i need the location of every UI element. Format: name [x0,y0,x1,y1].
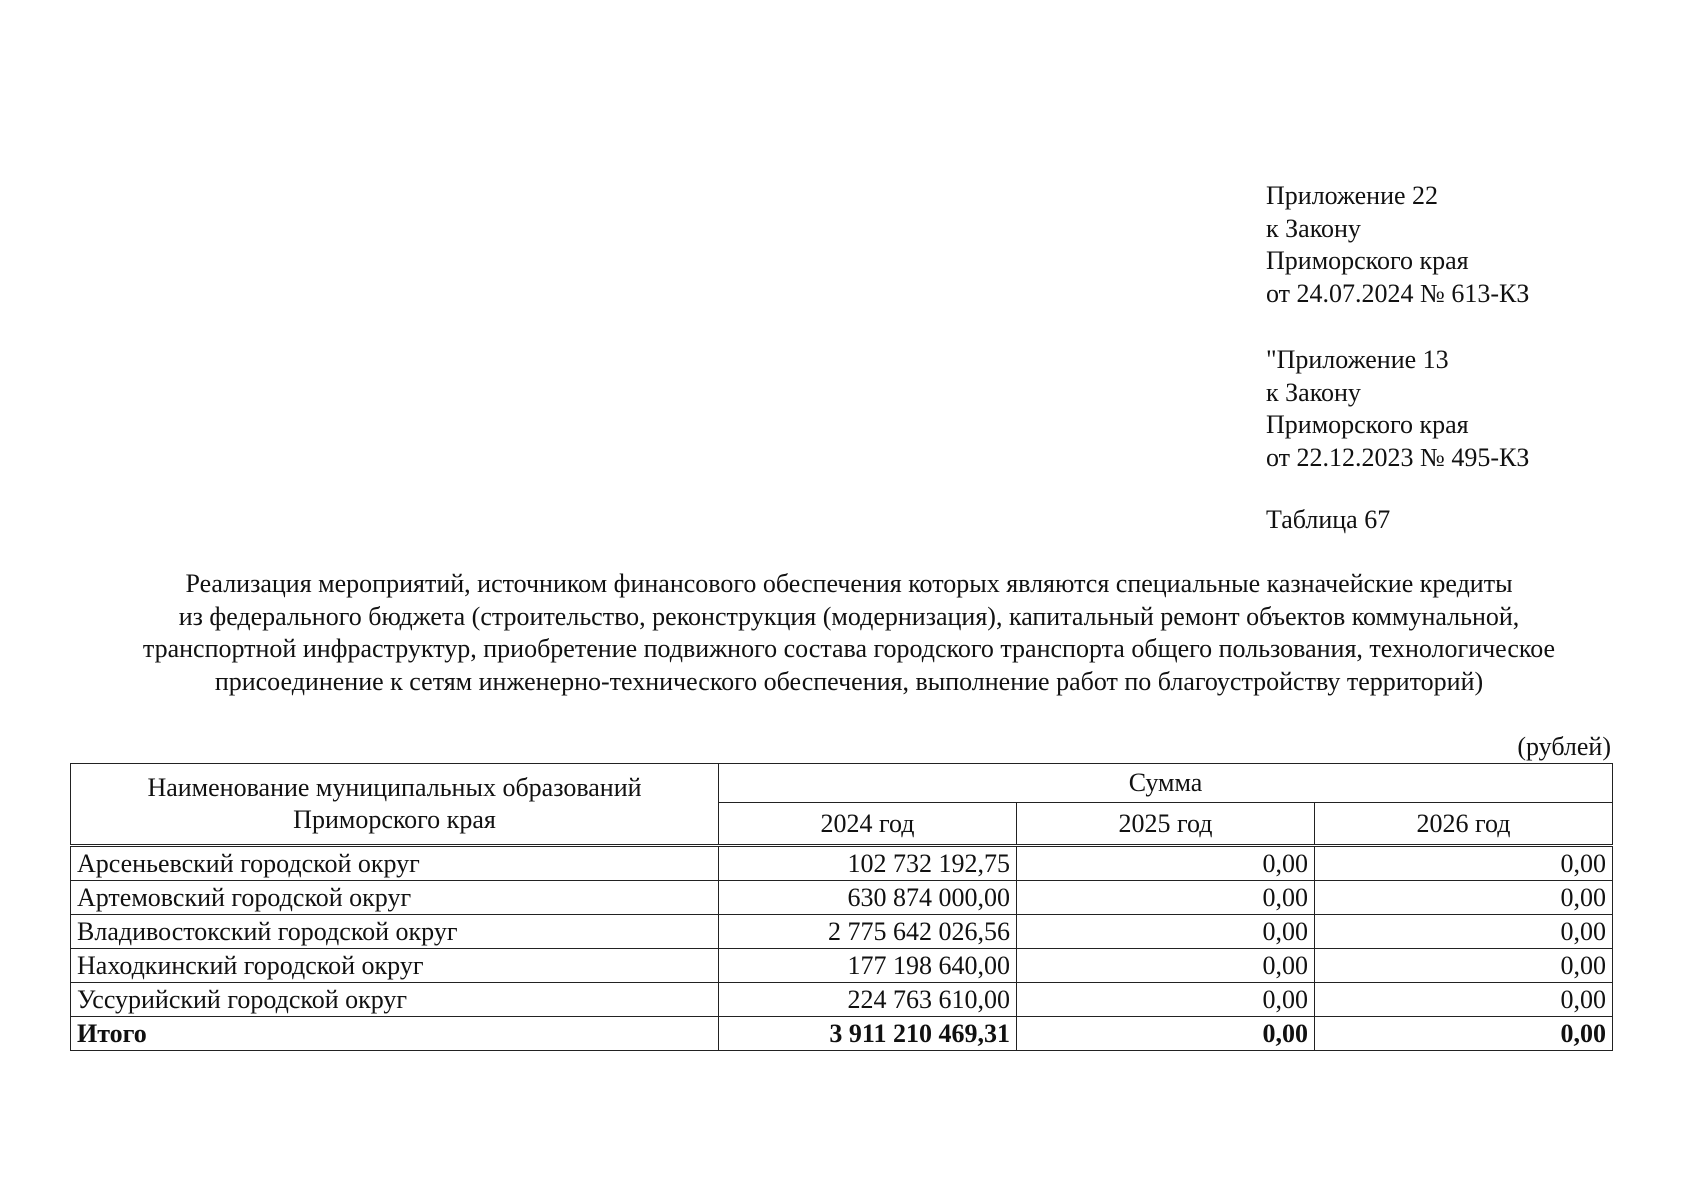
total-2026: 0,00 [1315,1017,1613,1051]
appendix-current-line: от 24.07.2024 № 613-КЗ [1266,278,1530,308]
amount-2024: 177 198 640,00 [719,949,1017,983]
appendix-original-line: к Закону [1266,377,1361,407]
amount-2026: 0,00 [1315,915,1613,949]
amount-2026: 0,00 [1315,949,1613,983]
appendix-original-reference [1266,344,1529,474]
table-header-row [71,764,1613,803]
column-header-year-2025: 2025 год [1017,803,1315,846]
municipality-name: Арсеньевский городской округ [71,846,719,881]
table-row [71,983,1613,1017]
appendix-current-line: Приложение 22 [1266,181,1439,210]
appendix-original-line: Приморского края [1266,410,1469,439]
amount-2024: 2 775 642 026,56 [719,915,1017,949]
appendix-original-line: "Приложение 13 [1266,345,1449,374]
municipality-name: Артемовский городской округ [71,881,719,915]
amount-2025: 0,00 [1017,915,1315,949]
table-header [71,764,1613,846]
table-number: Таблица 67 [1266,505,1391,534]
amount-2025: 0,00 [1017,846,1315,881]
appendix-current-line: Приморского края [1266,246,1469,275]
total-2025: 0,00 [1017,1017,1315,1051]
amount-2026: 0,00 [1315,846,1613,881]
units-label: (рублей) [1517,732,1611,761]
table-row [71,915,1613,949]
amount-2025: 0,00 [1017,881,1315,915]
document-title-line: присоединение к сетям инженерно-технического обеспечения, выполнение работ по благоустройству территорий) [214,666,1484,696]
amount-2025: 0,00 [1017,983,1315,1017]
column-header-year-2024: 2024 год [719,803,1017,846]
municipality-name: Уссурийский городской округ [71,983,719,1017]
amount-2025: 0,00 [1017,949,1315,983]
table-row [71,949,1613,983]
financing-table [70,763,1613,1051]
document-title-line: транспортной инфраструктур, приобретение подвижного состава городского транспорта общего пользования, технологическое [142,634,1556,663]
municipality-name: Владивостокский городской округ [71,915,719,949]
document-title-line: из федерального бюджета (строительство, реконструкция (модернизация), капитальный ремонт объектов коммунальной, [178,601,1520,631]
table-body [71,846,1613,1051]
amount-2026: 0,00 [1315,983,1613,1017]
total-2024: 3 911 210 469,31 [719,1017,1017,1051]
document-title-line: Реализация мероприятий, источником финансового обеспечения которых являются специальные казначейские кредиты [185,569,1513,598]
column-header-municipality [71,764,719,846]
table-row [71,881,1613,915]
amount-2026: 0,00 [1315,881,1613,915]
amount-2024: 224 763 610,00 [719,983,1017,1017]
table-row [71,846,1613,881]
appendix-current-reference [1266,180,1529,310]
column-header-year-2026: 2026 год [1315,803,1613,846]
amount-2024: 630 874 000,00 [719,881,1017,915]
table-total-row [71,1017,1613,1051]
municipality-name: Находкинский городской округ [71,949,719,983]
appendix-current-line: к Закону [1266,213,1361,243]
appendix-original-line: от 22.12.2023 № 495-КЗ [1266,442,1530,472]
column-header-municipality-line1: Наименование муниципальных образований [147,773,642,802]
amount-2024: 102 732 192,75 [719,846,1017,881]
total-label: Итого [71,1017,719,1051]
column-header-municipality-line2: Приморского края [293,805,496,834]
document-title [40,568,1658,698]
column-header-sum: Сумма [719,764,1613,803]
